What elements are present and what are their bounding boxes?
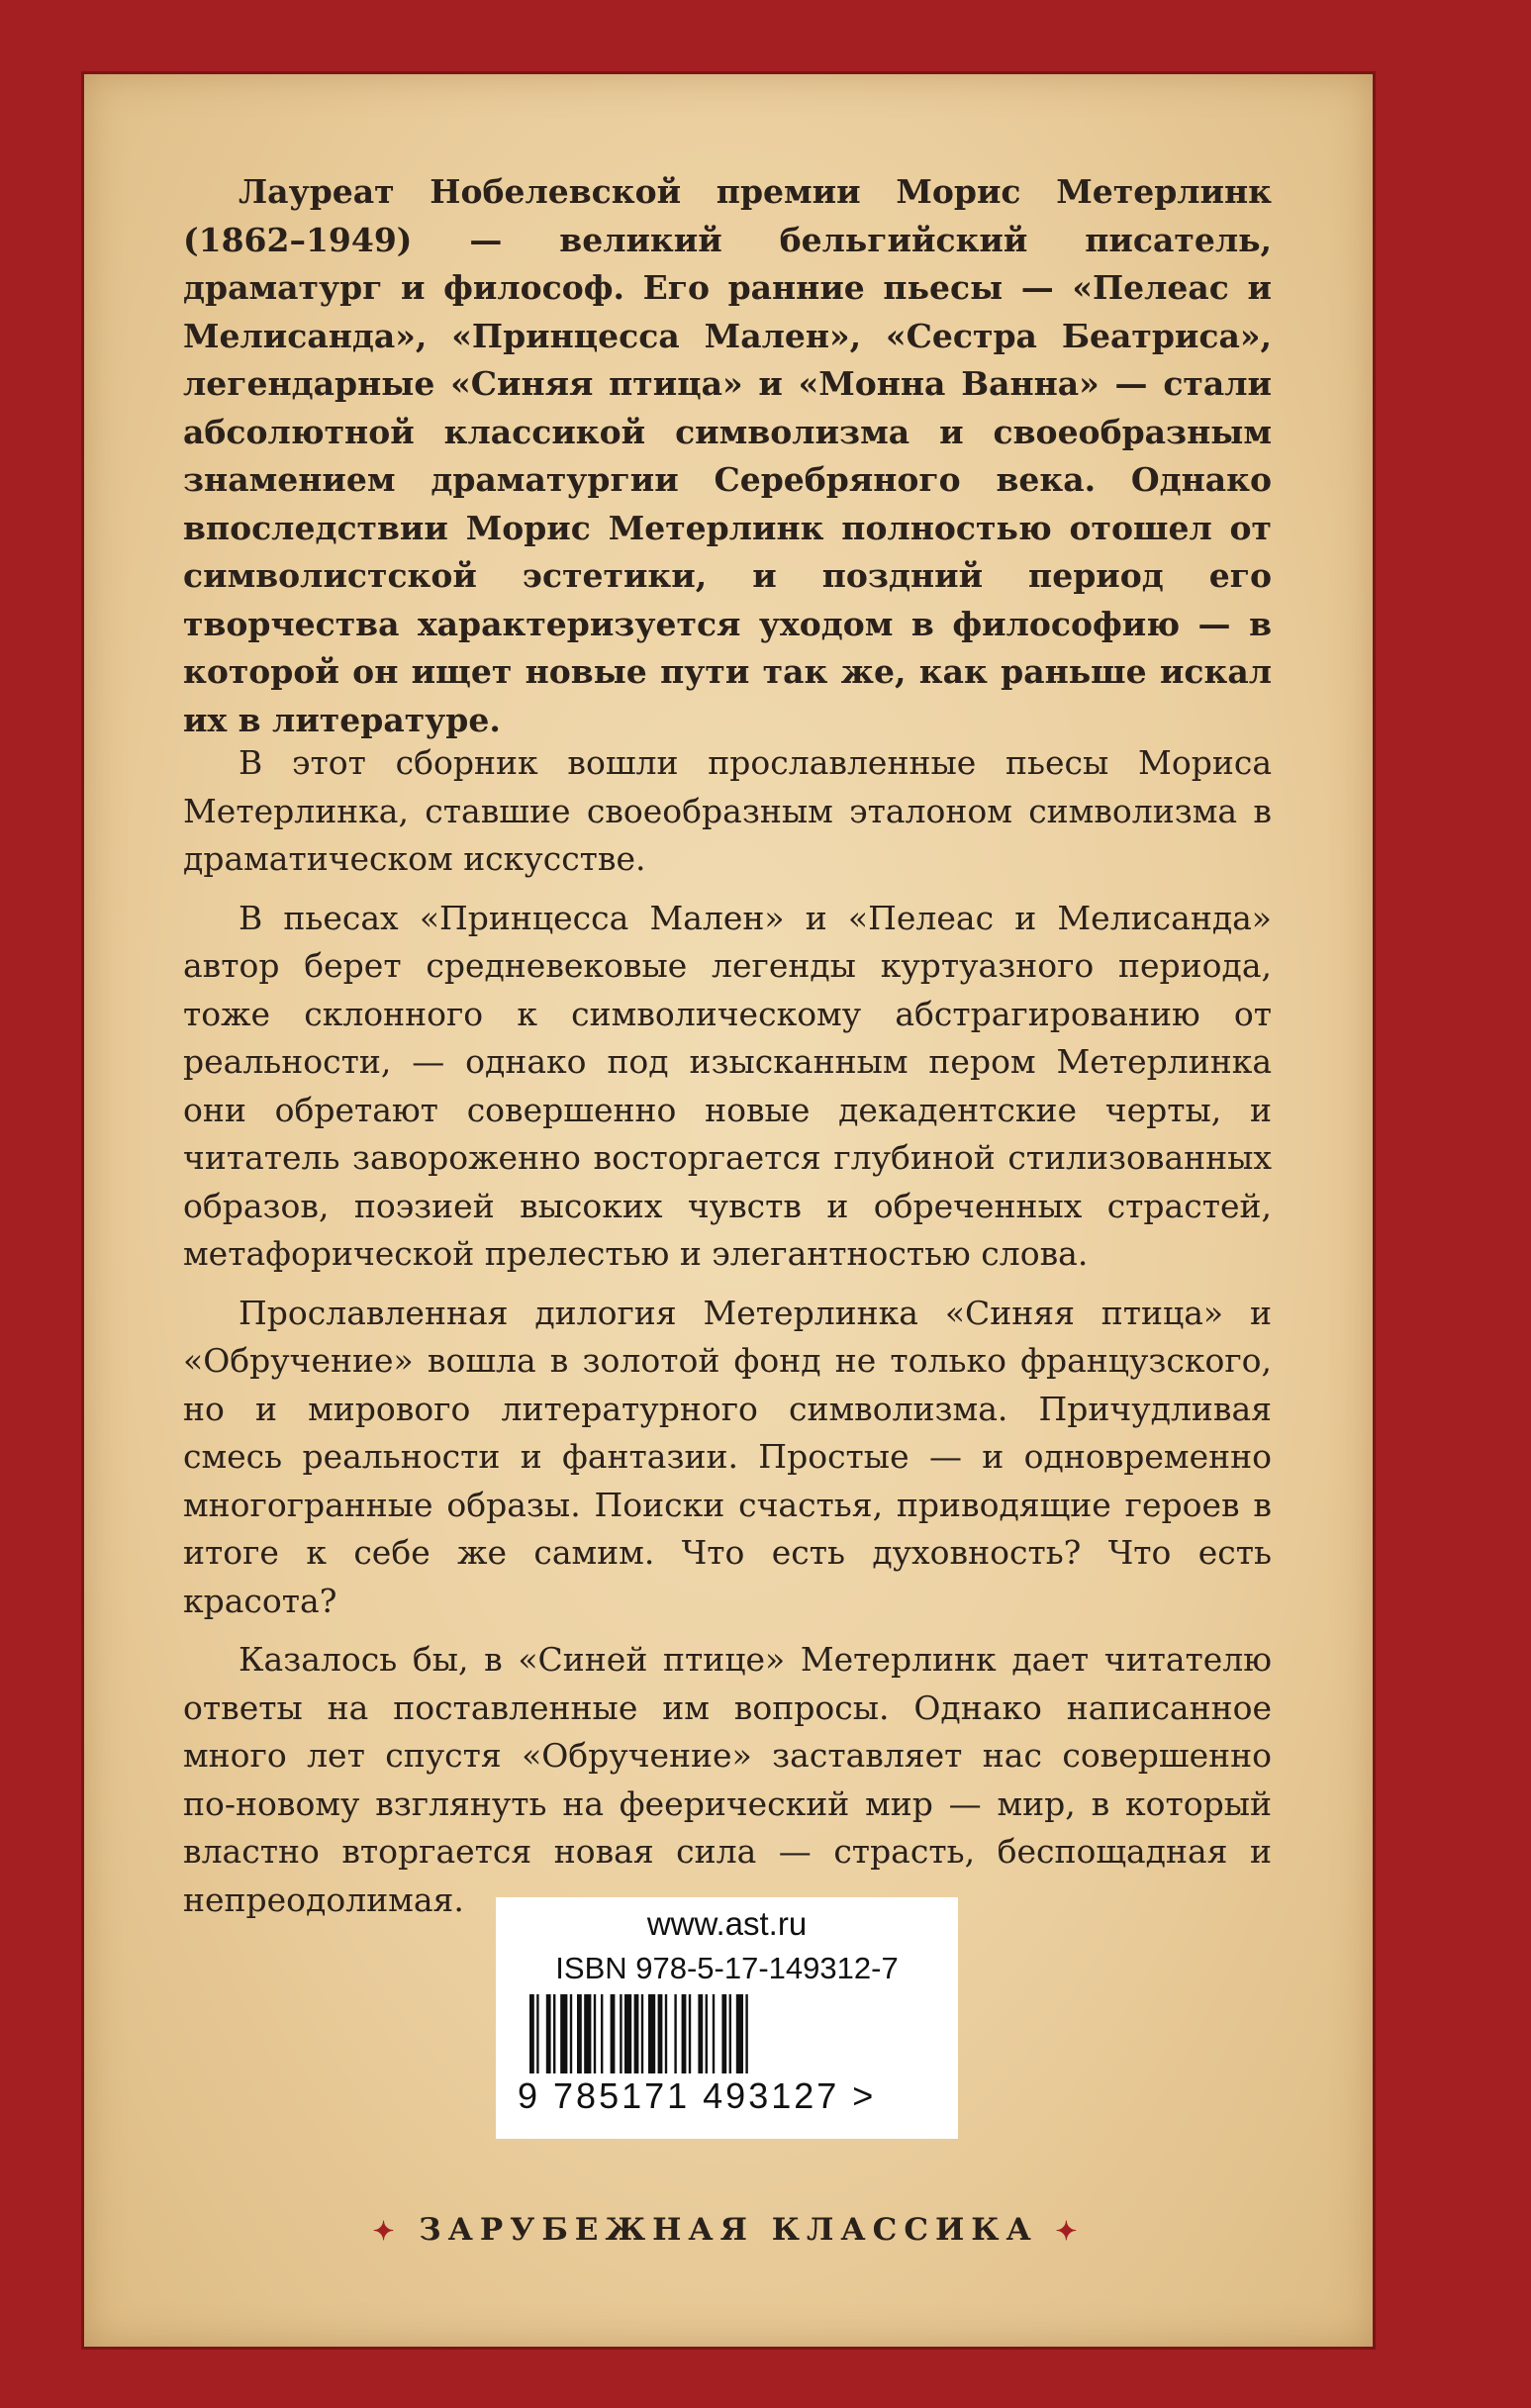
barcode-bar [601,1994,603,2073]
series-title-text: ЗАРУБЕЖНАЯ КЛАССИКА [419,2212,1038,2248]
barcode-bar [721,1994,726,2073]
barcode-bar [594,1994,596,2073]
barcode-bar [698,1994,703,2073]
barcode-bar [634,1994,639,2073]
barcode-bar [584,1994,591,2073]
barcode-bar [665,1994,667,2073]
barcode-bar [736,1994,743,2073]
barcode-bar [536,1994,538,2073]
author-intro: Лауреат Нобелевской премии Морис Метерлинк (1862–1949) — великий бельгийский писатель, драматург и философ. Его ранние пьесы — «Пелеас и Мелисанда», «Принцесса Мален», «Сестра Беатриса», легендарные «Синяя птица» и «Монна Ванна» — стали абсолютной классикой символизма и своеобразным знамением драматургии Серебряного века. Однако впоследствии Морис Метерлинк полностью отошел от символистской эстетики, и поздний период его творчества характеризуется уходом в философию — в которой он ищет новые пути так же, как раньше искал их в литературе. [183,172,1272,739]
barcode-bar [706,1994,708,2073]
barcode-bar [553,1994,555,2073]
barcode-bar [745,1994,747,2073]
back-cover-panel [81,71,1376,2350]
series-title [84,2212,1373,2248]
description-paragraph: Казалось бы, в «Синей птице» Метерлинк дает читателю ответы на поставленные им вопросы. Однако написанное много лет спустя «Обручение» заставляет нас совершенно по-новому взглянуть на феерический мир — мир, в который властно вторгается новая сила — страсть, беспощадная и непреодолимая. [183,1640,1272,1919]
barcode-bar [560,1994,567,2073]
isbn-text: ISBN 978-5-17-149312-7 [555,1951,899,1985]
barcode-bar [689,1994,691,2073]
barcode-bar [674,1994,676,2073]
barcode-bar [658,1994,663,2073]
barcode-bar [682,1994,687,2073]
barcode-digits: 9 785171 493127 > [518,2075,877,2116]
barcode-bar [648,1994,655,2073]
barcode-bar [713,1994,715,2073]
description-paragraph: Прославленная дилогия Метерлинка «Синяя птица» и «Обручение» вошла в золотой фонд не только французского, но и мирового литературного символизма. Причудливая смесь реальности и фантазии. Простые — и одновременно многогранные образы. Поиски счастья, приводящие героев в итоге к себе же самим. Что есть духовность? Что есть красота? [183,1293,1272,1620]
description-paragraph: В этот сборник вошли прославленные пьесы Мориса Метерлинка, ставшие своеобразным эталоном символизма в драматическом искусстве. [183,743,1272,878]
publisher-website: www.ast.ru [646,1905,808,1942]
barcode-bars [529,1994,925,2073]
barcode-bar [529,1994,534,2073]
barcode-bar [729,1994,731,2073]
description-paragraph: В пьесах «Принцесса Мален» и «Пелеас и Мелисанда» автор берет средневековые легенды куртуазного периода, тоже склонного к символическому абстрагированию от реальности, — однако под изысканным пером Метерлинка они обретают совершенно новые декадентские черты, и читатель завороженно восторгается глубиной стилизованных образов, поэзией высоких чувств и обреченных страстей, метафорической прелестью и элегантностью слова. [183,898,1272,1273]
barcode-box [496,1897,958,2139]
diamond-ornament-icon: ✦ [372,2216,402,2247]
description [183,739,1272,1935]
barcode-bar [624,1994,631,2073]
barcode-bar [620,1994,622,2073]
diamond-ornament-icon: ✦ [1055,2216,1085,2247]
barcode-bar [577,1994,582,2073]
barcode-bar [611,1994,616,2073]
barcode-bar [546,1994,551,2073]
barcode-bar [570,1994,572,2073]
barcode-bar [641,1994,643,2073]
